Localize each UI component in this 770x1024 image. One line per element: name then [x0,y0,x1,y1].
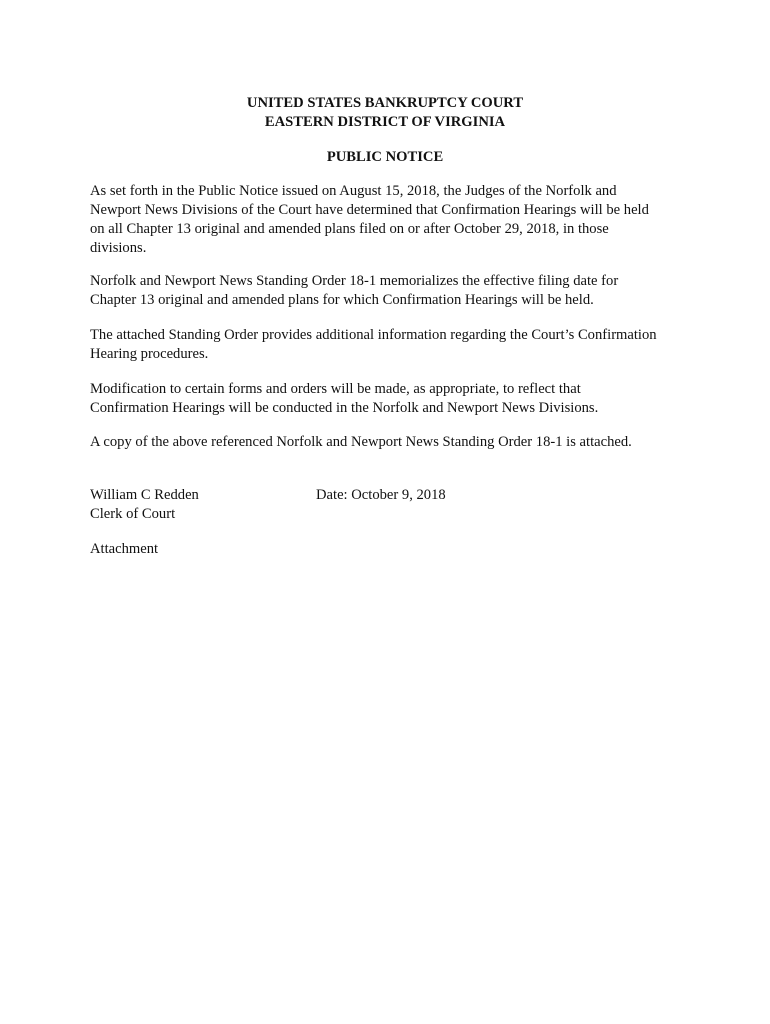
paragraph-line: on all Chapter 13 original and amended plans filed on or after October 29, 2018, in those [90,221,609,237]
paragraph-line: Hearing procedures. [90,346,209,362]
signatory-name: William C Redden [90,487,199,503]
paragraph-line: Chapter 13 original and amended plans for which Confirmation Hearings will be held. [90,292,594,308]
notice-date: Date: October 9, 2018 [316,487,446,503]
paragraph-line: The attached Standing Order provides additional information regarding the Court’s Confirmation [90,327,657,343]
paragraph-line: Norfolk and Newport News Standing Order 18-1 memorializes the effective filing date for [90,273,619,289]
attachment-label: Attachment [90,541,159,557]
notice-title: PUBLIC NOTICE [326,149,444,165]
paragraph-line: A copy of the above referenced Norfolk and Newport News Standing Order 18-1 is attached. [90,434,632,450]
paragraph-line: As set forth in the Public Notice issued on August 15, 2018, the Judges of the Norfolk and [90,183,617,199]
paragraph-line: Confirmation Hearings will be conducted in the Norfolk and Newport News Divisions. [90,400,599,416]
district-heading: EASTERN DISTRICT OF VIRGINIA [264,114,506,130]
paragraph-line: Newport News Divisions of the Court have determined that Confirmation Hearings will be held [90,202,649,218]
signatory-title: Clerk of Court [90,506,176,522]
court-name-heading: UNITED STATES BANKRUPTCY COURT [246,95,524,111]
paragraph-modification [90,380,690,418]
paragraph-standing-order [90,272,690,310]
paragraph-public-notice [90,182,690,258]
paragraph-line: Modification to certain forms and orders will be made, as appropriate, to reflect that [90,381,581,397]
paragraph-copy-attached [90,433,690,452]
paragraph-line: divisions. [90,240,147,256]
paragraph-procedures [90,326,690,364]
